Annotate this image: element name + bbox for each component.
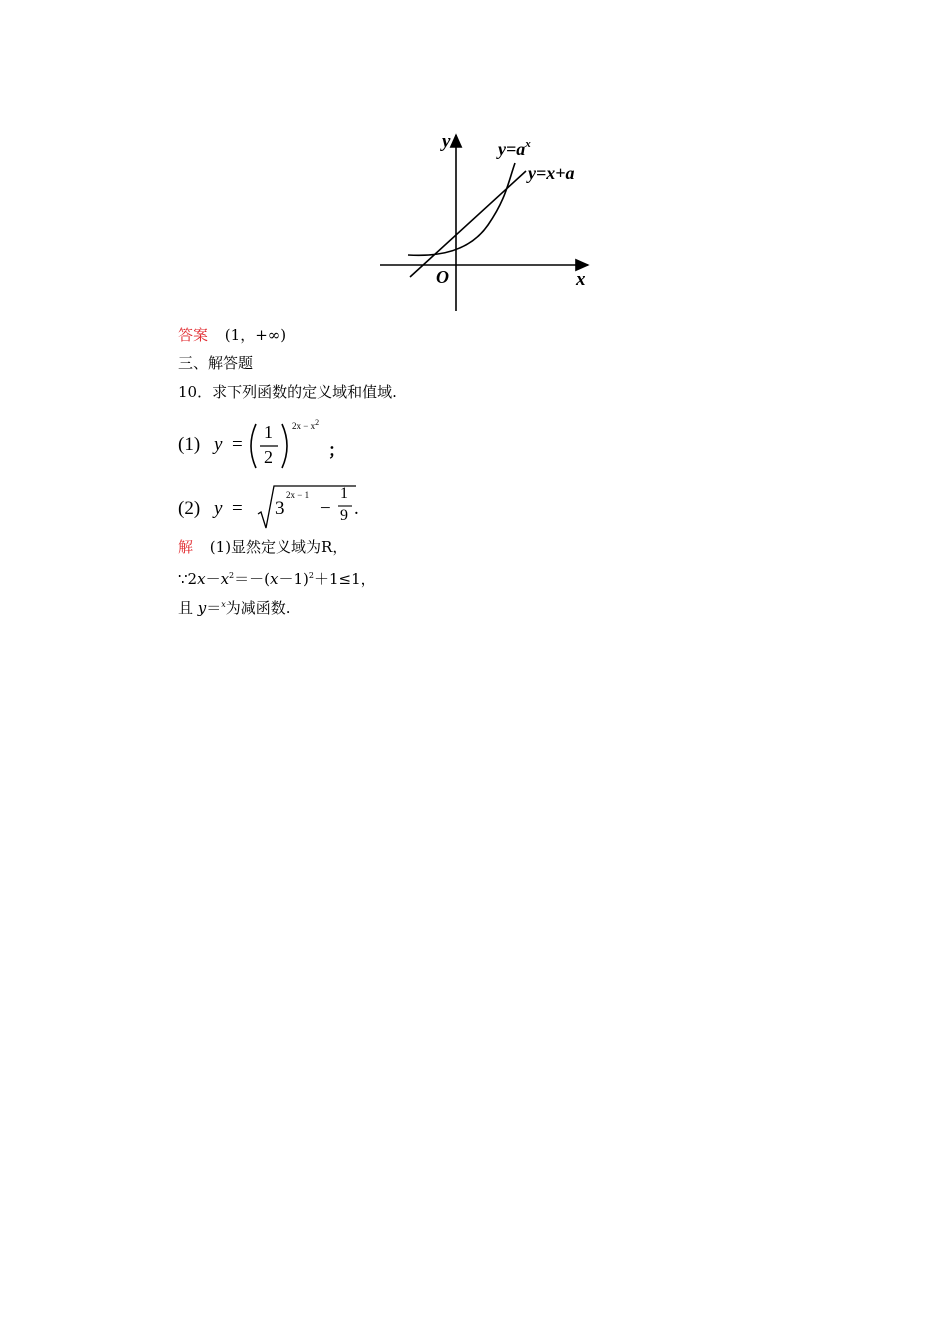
solution-line2: $\because 2x-x^2=-(x-1)^2+1\le 1$， [178, 570, 376, 588]
part1-eq: = [232, 434, 243, 455]
exponential-curve [408, 163, 515, 255]
graph-svg [370, 125, 610, 320]
part2-minus: − [320, 498, 331, 519]
y-axis-label: y [442, 131, 451, 152]
linear-line [410, 171, 526, 277]
solution-line1 [178, 537, 347, 557]
section-heading: 三、解答题 [178, 354, 254, 372]
part1-num: 1 [264, 422, 273, 442]
formula-part1 [178, 416, 378, 472]
curve-label: $y=a^x$ [498, 138, 531, 159]
part1-exponent: $2x - x^2$ [292, 418, 320, 431]
solution-label: 解 [178, 538, 194, 556]
answer-label: 答案 [178, 326, 209, 344]
solution-line3: 且 y＝$^x$为减函数. [178, 599, 291, 617]
formula-part2 [178, 482, 398, 532]
function-graph [370, 125, 610, 320]
origin-label: O [436, 267, 449, 287]
part2-prefix: (2) [178, 498, 201, 519]
part2-tail: . [354, 498, 359, 519]
part2-den: 9 [340, 507, 348, 524]
answer-line [178, 325, 286, 345]
x-axis-label: x [576, 269, 586, 290]
part1-prefix: (1) [178, 434, 201, 455]
part1-var: y [214, 434, 223, 455]
part1-den: 2 [264, 447, 273, 467]
part2-base: 3 [275, 498, 285, 519]
problem-statement: 10．求下列函数的定义域和值域. [178, 383, 397, 401]
line-label: y=x+a [528, 163, 575, 183]
part2-num: 1 [340, 485, 348, 502]
part2-var: y [214, 498, 223, 519]
solution-line1-text: (1)显然定义域为R， [209, 538, 348, 556]
part2-exponent: 2x − 1 [286, 490, 310, 500]
answer-text: (1，+∞) [224, 326, 287, 344]
part1-tail: ； [328, 441, 345, 460]
part2-eq: = [232, 498, 243, 519]
